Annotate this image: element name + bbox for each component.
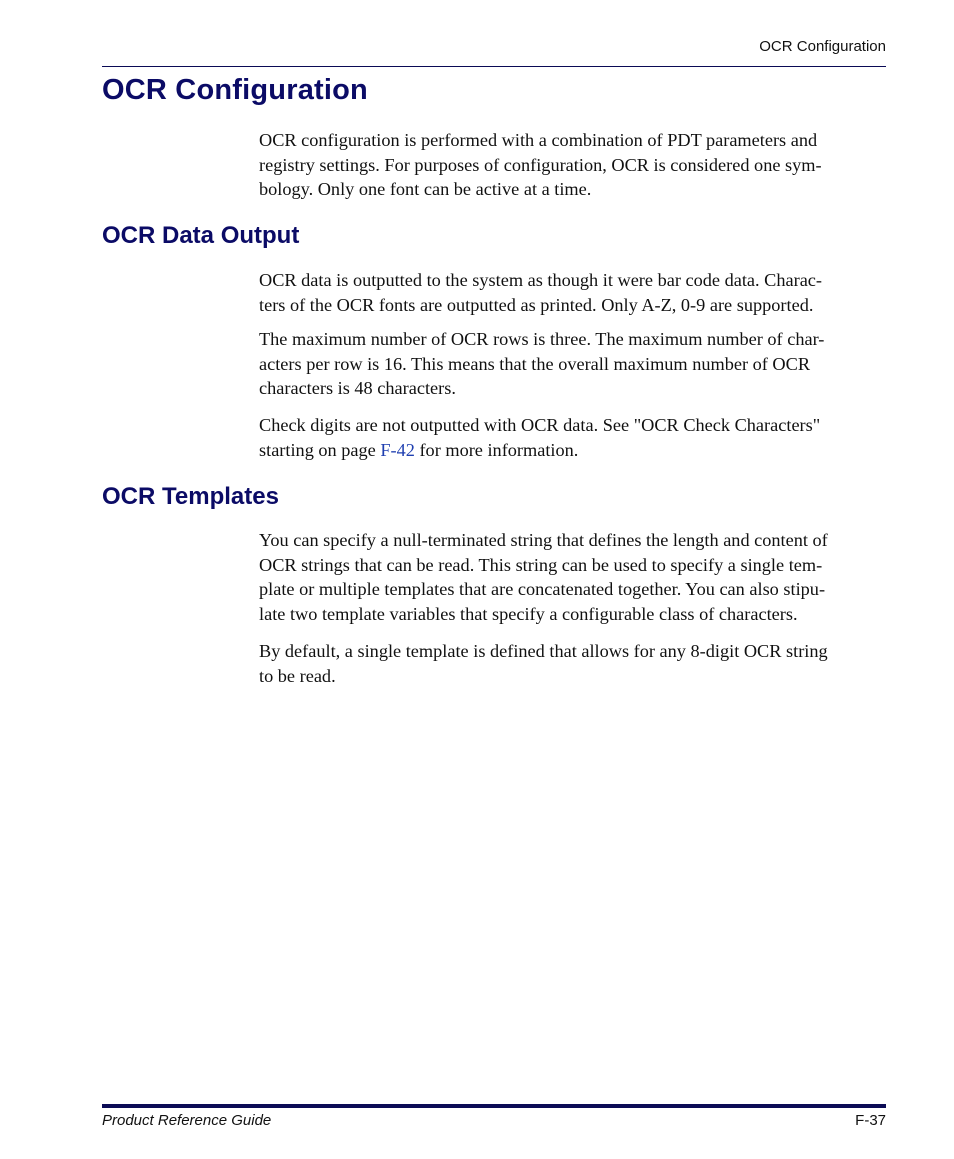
text-line: bology. Only one font can be active at a time. [259, 179, 592, 200]
data-output-paragraph-1 [259, 268, 889, 317]
page-reference-link[interactable]: F-42 [380, 439, 415, 460]
data-output-paragraph-3 [259, 413, 889, 462]
text-line: Check digits are not outputted with OCR data. See "OCR Check Characters" [259, 415, 821, 435]
text-line: You can specify a null-terminated string that defines the length and content of [259, 530, 828, 550]
data-output-paragraph-2 [259, 327, 889, 401]
text-line: The maximum number of OCR rows is three. The maximum number of char- [259, 329, 825, 349]
footer-page-number: F-37 [855, 1112, 886, 1129]
text-line: late two template variables that specify a configurable class of characters. [259, 604, 798, 625]
text-line: ters of the OCR fonts are outputted as printed. Only A-Z, 0-9 are supported. [259, 294, 814, 315]
text-line: OCR configuration is performed with a combination of PDT parameters and [259, 130, 818, 150]
text-line: to be read. [259, 665, 336, 686]
text-line: OCR strings that can be read. This string can be used to specify a single tem- [259, 554, 823, 575]
footer-rule [102, 1104, 886, 1108]
text-line: plate or multiple templates that are concatenated together. You can also stipu- [259, 579, 826, 600]
section-heading-templates: OCR Templates [102, 483, 279, 510]
page-title: OCR Configuration [102, 74, 368, 106]
section-heading-data-output: OCR Data Output [102, 222, 300, 249]
intro-paragraph [259, 128, 889, 202]
text-line: OCR data is outputted to the system as though it were bar code data. Charac- [259, 270, 823, 290]
text-line: By default, a single template is defined that allows for any 8-digit OCR string [259, 641, 828, 661]
text-fragment: for more information. [414, 439, 579, 460]
running-header-title: OCR Configuration [759, 38, 886, 55]
running-header [102, 36, 886, 67]
text-fragment: starting on page [259, 439, 381, 460]
text-line: acters per row is 16. This means that the overall maximum number of OCR [259, 353, 811, 374]
templates-paragraph-2 [259, 639, 889, 688]
text-line: characters is 48 characters. [259, 378, 456, 399]
templates-paragraph-1 [259, 528, 889, 627]
footer-guide-title: Product Reference Guide [102, 1112, 272, 1129]
text-line: registry settings. For purposes of configuration, OCR is considered one sym- [259, 154, 822, 175]
